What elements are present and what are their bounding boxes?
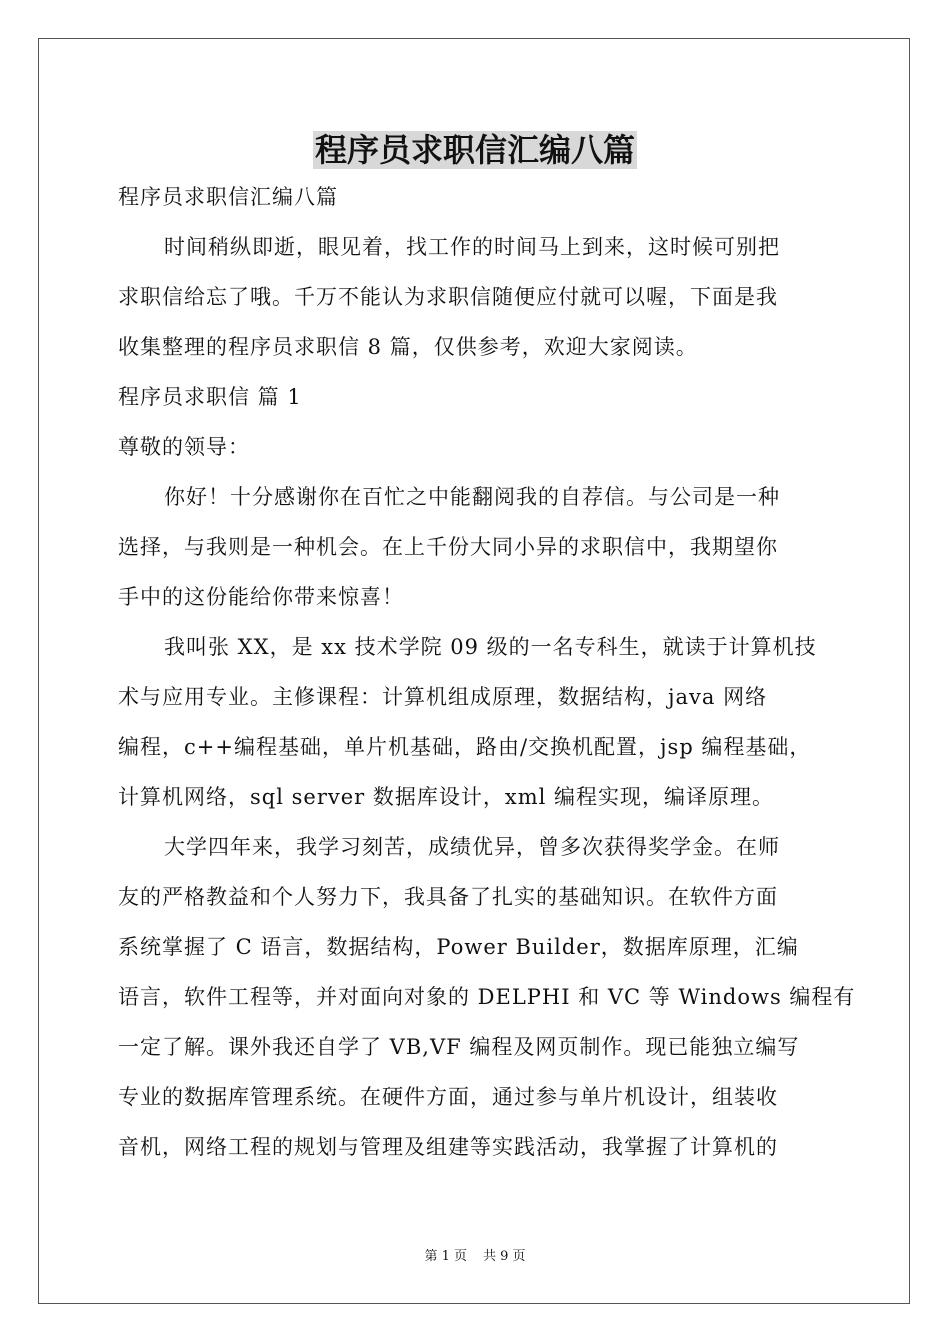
text-line: 语言，软件工程等，并对面向对象的 DELPHI 和 VC 等 Windows 编程有 — [118, 985, 856, 1009]
text-line: 收集整理的程序员求职信 8 篇，仅供参考，欢迎大家阅读。 — [118, 335, 698, 359]
text-line: 一定了解。课外我还自学了 VB,VF 编程及网页制作。现已能独立编写 — [118, 1035, 800, 1059]
text-line: 友的严格教益和个人努力下，我具备了扎实的基础知识。在软件方面 — [118, 885, 778, 909]
text-line: 术与应用专业。主修课程：计算机组成原理，数据结构，java 网络 — [118, 685, 768, 709]
text-line: 音机，网络工程的规划与管理及组建等实践活动，我掌握了计算机的 — [118, 1135, 778, 1159]
page-number: 第 1 页 — [424, 1249, 467, 1264]
text-line: 计算机网络，sql server 数据库设计，xml 编程实现，编译原理。 — [118, 785, 775, 809]
page-footer — [0, 1248, 950, 1266]
document-title-text: 程序员求职信汇编八篇 — [314, 131, 635, 169]
document-body — [118, 172, 856, 1172]
text-line: 你好！十分感谢你在百忙之中能翻阅我的自荐信。与公司是一种 — [164, 485, 780, 509]
text-line: 专业的数据库管理系统。在硬件方面，通过参与单片机设计，组装收 — [118, 1085, 778, 1109]
text-line: 我叫张 XX，是 xx 技术学院 09 级的一名专科生，就读于计算机技 — [164, 635, 817, 659]
text-line: 程序员求职信汇编八篇 — [118, 185, 338, 209]
text-line: 编程，c++编程基础，单片机基础，路由/交换机配置，jsp 编程基础， — [118, 735, 812, 759]
text-line: 尊敬的领导： — [118, 435, 250, 459]
document-title — [0, 128, 950, 172]
text-line: 系统掌握了 C 语言，数据结构，Power Builder，数据库原理，汇编 — [118, 935, 799, 959]
text-line: 时间稍纵即逝，眼见着，找工作的时间马上到来，这时候可别把 — [164, 235, 780, 259]
text-line: 求职信给忘了哦。千万不能认为求职信随便应付就可以喔，下面是我 — [118, 285, 778, 309]
page-total: 共 9 页 — [483, 1249, 526, 1264]
text-line: 手中的这份能给你带来惊喜！ — [118, 585, 404, 609]
text-line: 程序员求职信 篇 1 — [118, 385, 302, 409]
text-line: 选择，与我则是一种机会。在上千份大同小异的求职信中，我期望你 — [118, 535, 778, 559]
text-line: 大学四年来，我学习刻苦，成绩优异，曾多次获得奖学金。在师 — [164, 835, 780, 859]
